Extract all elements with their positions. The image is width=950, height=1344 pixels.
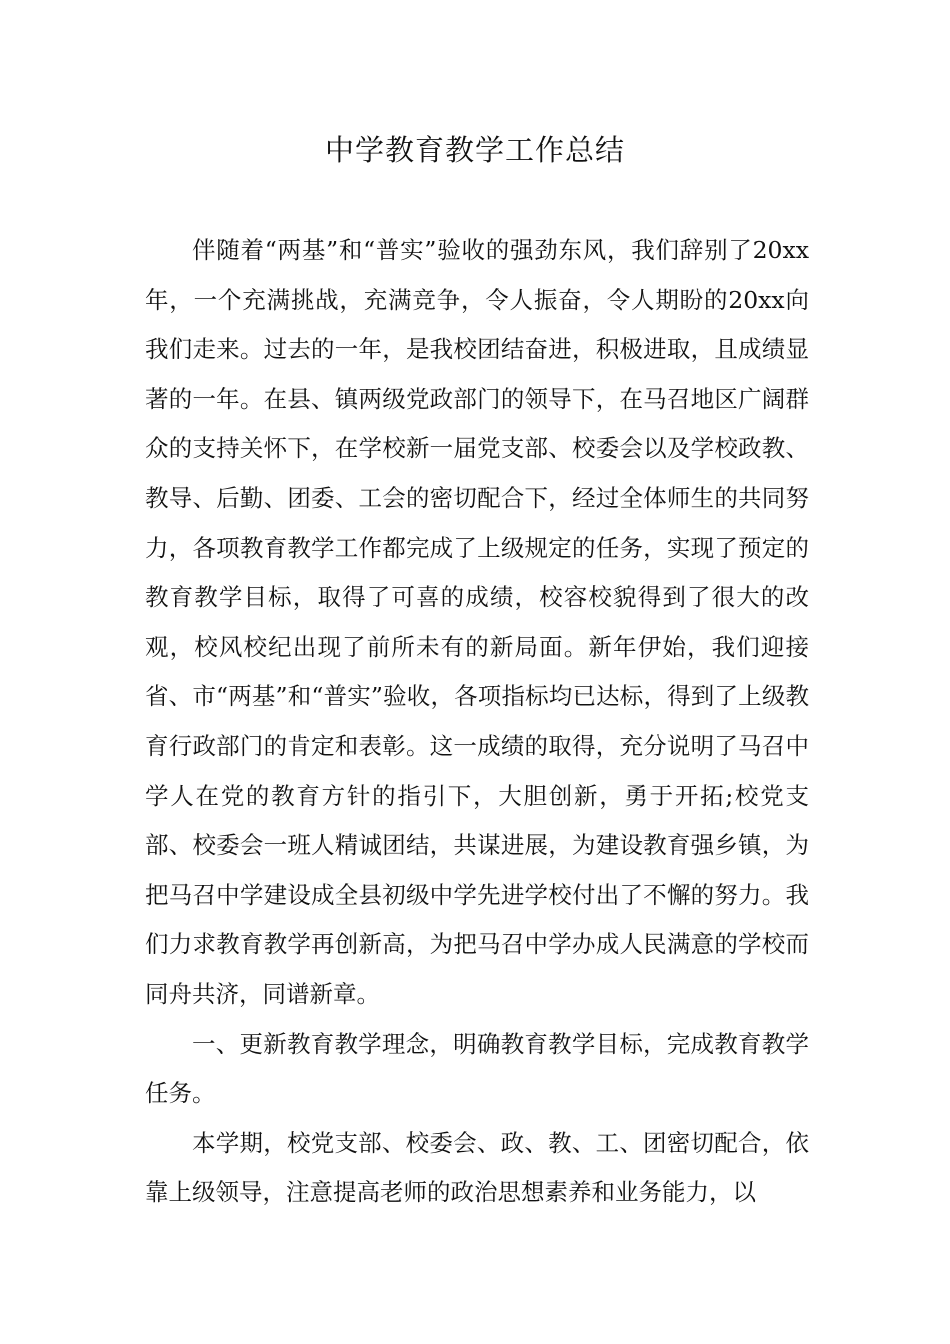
paragraph-intro: 伴随着“两基”和“普实”验收的强劲东风，我们辞别了20xx年，一个充满挑战，充满竞争，令人振奋，令人期盼的20xx向我们走来。过去的一年，是我校团结奋进，积极进取，且成绩显著的一年。在县、镇两级党政部门的领导下，在马召地区广阔群众的支持关怀下，在学校新一届党支部、校委会以及学校政教、教导、后勤、团委、工会的密切配合下，经过全体师生的共同努力，各项教育教学工作都完成了上级规定的任务，实现了预定的教育教学目标，取得了可喜的成绩，校容校貌得到了很大的改观，校风校纪出现了前所未有的新局面。新年伊始，我们迎接省、市“两基”和“普实”验收，各项指标均已达标，得到了上级教育行政部门的肯定和表彰。这一成绩的取得，充分说明了马召中学人在党的教育方针的指引下，大胆创新，勇于开拓;校党支部、校委会一班人精诚团结，共谋进展，为建设教育强乡镇，为把马召中学建设成全县初级中学先进学校付出了不懈的努力。我们力求教育教学再创新高，为把马召中学办成人民满意的学校而同舟共济，同谱新章。 [145, 236, 809, 1008]
paragraph-semester: 本学期，校党支部、校委会、政、教、工、团密切配合，依靠上级领导，注意提高老师的政治思想素养和业务能力，以 [145, 1128, 809, 1207]
paragraph-section-heading: 一、更新教育教学理念，明确教育教学目标，完成教育教学任务。 [145, 1029, 809, 1108]
document-body [145, 226, 809, 1218]
document-title: 中学教育教学工作总结 [324, 133, 625, 167]
